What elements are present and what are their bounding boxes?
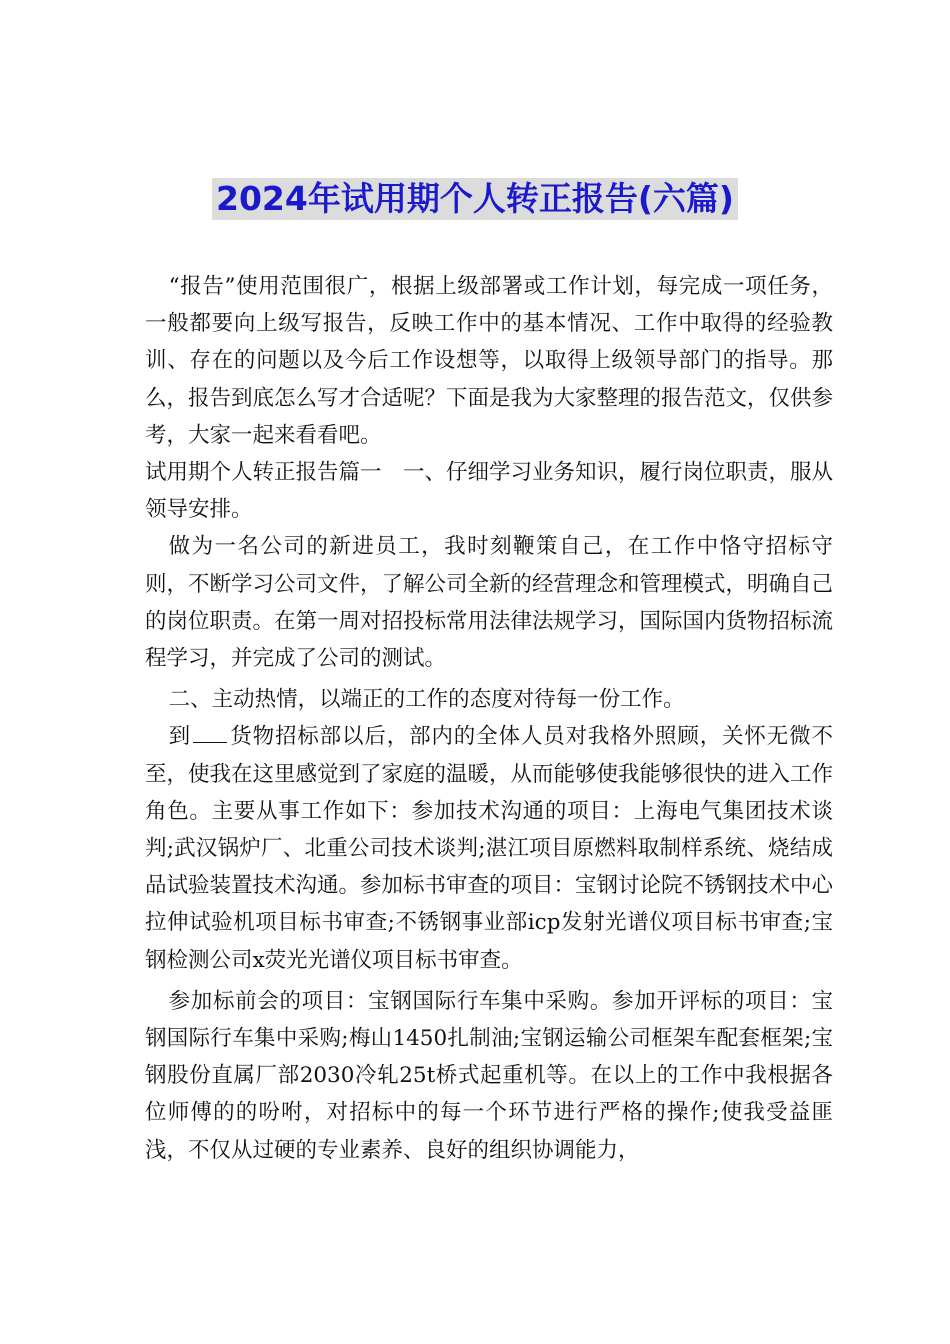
paragraph-intro: “报告”使用范围很广，根据上级部署或工作计划，每完成一项任务，一般都要向上级写报告，反映工作中的基本情况、工作中取得的经验教训、存在的问题以及今后工作设想等，以取得上级领导部门的指导。那么，报告到底怎么写才合适呢？下面是我为大家整理的报告范文，仅供参考，大家一起来看看吧。: [145, 274, 834, 448]
document-body: [145, 268, 833, 1169]
fill-in-blank: [193, 723, 227, 743]
paragraph-section-2-body: [145, 718, 833, 978]
paragraph-lead-word: 到: [168, 724, 191, 750]
title-wrapper: [0, 178, 950, 220]
paragraph-section-1-heading: 试用期个人转正报告篇一 一、仔细学习业务知识，履行岗位职责，服从领导安排。: [145, 460, 834, 523]
paragraph-section-1-body: 做为一名公司的新进员工，我时刻鞭策自己，在工作中恪守招标守则，不断学习公司文件，了解公司全新的经营理念和管理模式，明确自己的岗位职责。在第一周对招投标常用法律法规学习，国际国内货物招标流程学习，并完成了公司的测试。: [145, 534, 834, 672]
paragraph-continuation: 货物招标部以后，部内的全体人员对我格外照顾，关怀无微不至，使我在这里感觉到了家庭的温暖，从而能够使我能够很快的进入工作角色。主要从事工作如下：参加技术沟通的项目：上海电气集团技术谈判;武汉锅炉厂、北重公司技术谈判;湛江项目原燃料取制样系统、烧结成品试验装置技术沟通。参加标书审查的项目：宝钢讨论院不锈钢技术中心拉伸试验机项目标书审查;不锈钢事业部icp发射光谱仪项目标书审查;宝钢检测公司x荧光光谱仪项目标书审查。: [145, 724, 834, 973]
paragraph-section-2-heading: 二、主动热情，以端正的工作的态度对待每一份工作。: [168, 687, 685, 713]
document-title: 2024年试用期个人转正报告(六篇): [212, 178, 738, 220]
paragraph-section-2-projects: 参加标前会的项目：宝钢国际行车集中采购。参加开评标的项目：宝钢国际行车集中采购;梅山1450扎制油;宝钢运输公司框架车配套框架;宝钢股份直属厂部2030冷轧25t桥式起重机等。在以上的工作中我根据各位师傅的的吩咐，对招标中的每一个环节进行严格的操作;使我受益匪浅，不仅从过硬的专业素养、良好的组织协调能力，: [145, 988, 833, 1163]
